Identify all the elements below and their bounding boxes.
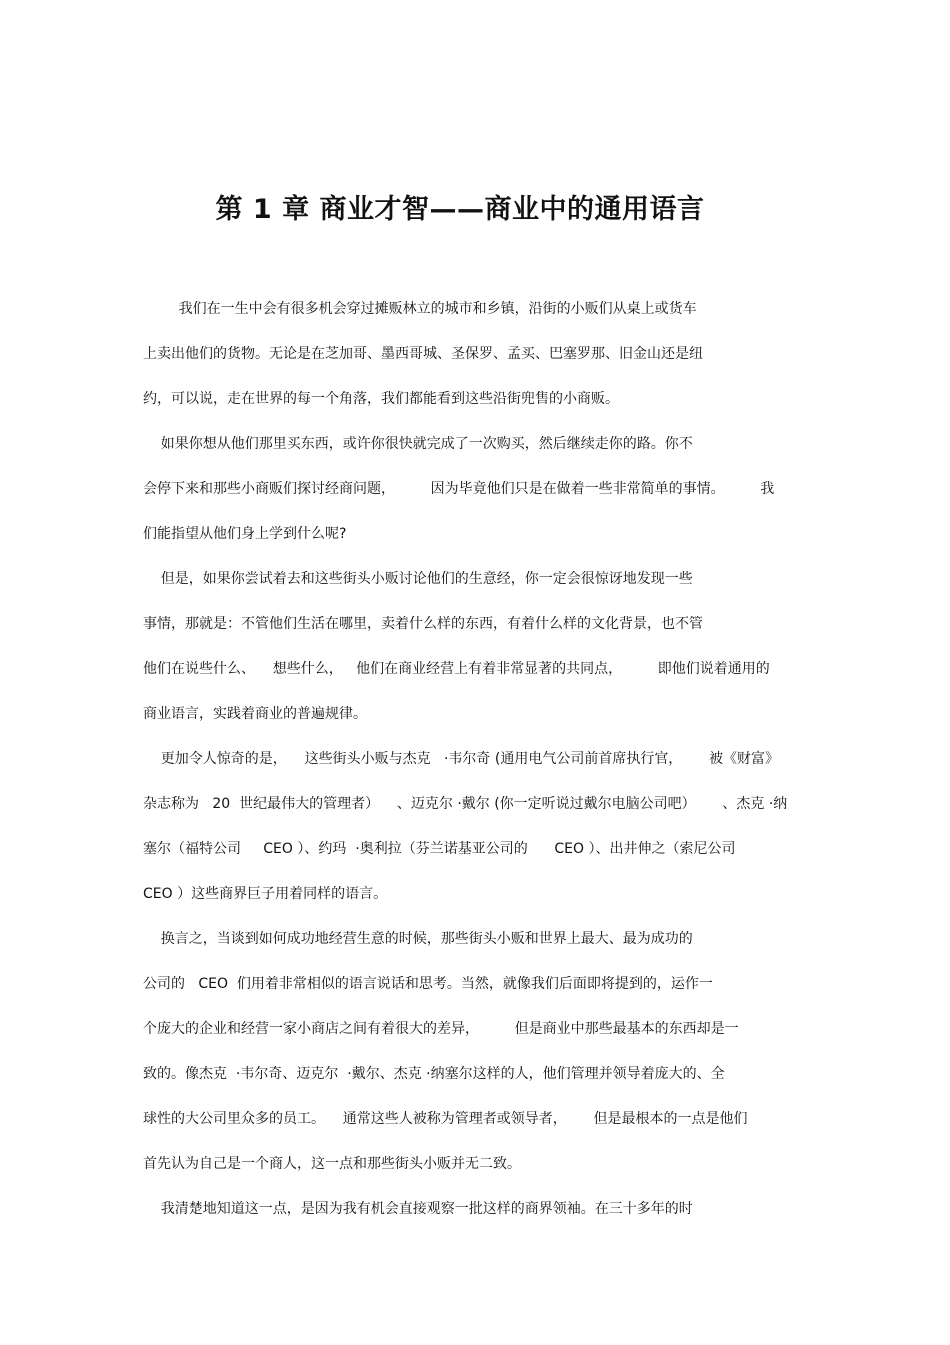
paragraph-line: 会停下来和那些小商贩们探讨经商问题， 因为毕竟他们只是在做着一些非常简单的事情。 我 [143, 481, 775, 497]
paragraph-line: 他们在说些什么、 想些什么， 他们在商业经营上有着非常显著的共同点， 即他们说着通用的 [143, 661, 770, 677]
paragraph-line: 公司的 CEO 们用着非常相似的语言说话和思考。当然，就像我们后面即将提到的，运作一 [143, 976, 713, 992]
paragraph-line: 球性的大公司里众多的员工。 通常这些人被称为管理者或领导者， 但是最根本的一点是他们 [143, 1111, 748, 1127]
paragraph-line: 我们在一生中会有很多机会穿过摊贩林立的城市和乡镇，沿街的小贩们从桌上或货车 [143, 301, 697, 317]
paragraph-line: 个庞大的企业和经营一家小商店之间有着很大的差异， 但是商业中那些最基本的东西却是一 [143, 1021, 739, 1037]
paragraph-line: 首先认为自己是一个商人，这一点和那些街头小贩并无二致。 [143, 1156, 521, 1172]
paragraph-line: CEO ）这些商界巨子用着同样的语言。 [143, 886, 388, 902]
paragraph-line: 上卖出他们的货物。无论是在芝加哥、墨西哥城、圣保罗、孟买、巴塞罗那、旧金山还是纽 [143, 346, 703, 362]
paragraph-line: 们能指望从他们身上学到什么呢? [143, 526, 347, 542]
paragraph-line: 杂志称为 20 世纪最伟大的管理者） 、迈克尔 ·戴尔 (你一定听说过戴尔电脑公司吧） 、杰克 ·纳 [143, 796, 788, 812]
paragraph-line: 如果你想从他们那里买东西，或许你很快就完成了一次购买，然后继续走你的路。你不 [143, 436, 693, 452]
paragraph-line: 我清楚地知道这一点，是因为我有机会直接观察一批这样的商界领袖。在三十多年的时 [143, 1201, 693, 1217]
paragraph-line: 商业语言，实践着商业的普遍规律。 [143, 706, 367, 722]
paragraph-line: 事情，那就是：不管他们生活在哪里，卖着什么样的东西，有着什么样的文化背景，也不管 [143, 616, 703, 632]
chapter-title: 第 1 章 商业才智——商业中的通用语言 [215, 194, 705, 226]
paragraph-line: 换言之，当谈到如何成功地经营生意的时候，那些街头小贩和世界上最大、最为成功的 [143, 931, 693, 947]
paragraph-line: 约，可以说，走在世界的每一个角落，我们都能看到这些沿街兜售的小商贩。 [143, 391, 619, 407]
paragraph-line: 塞尔（福特公司 CEO ）、约玛 ·奥利拉（芬兰诺基亚公司的 CEO ）、出井伸之（索尼公司 [143, 841, 736, 857]
paragraph-line: 致的。像杰克 ·韦尔奇、迈克尔 ·戴尔、杰克 ·纳塞尔这样的人，他们管理并领导着庞大的、全 [143, 1066, 725, 1082]
paragraph-line: 更加令人惊奇的是， 这些街头小贩与杰克 ·韦尔奇 (通用电气公司前首席执行官， 被《财富》 [143, 751, 780, 767]
paragraph-line: 但是，如果你尝试着去和这些街头小贩讨论他们的生意经，你一定会很惊讶地发现一些 [143, 571, 693, 587]
